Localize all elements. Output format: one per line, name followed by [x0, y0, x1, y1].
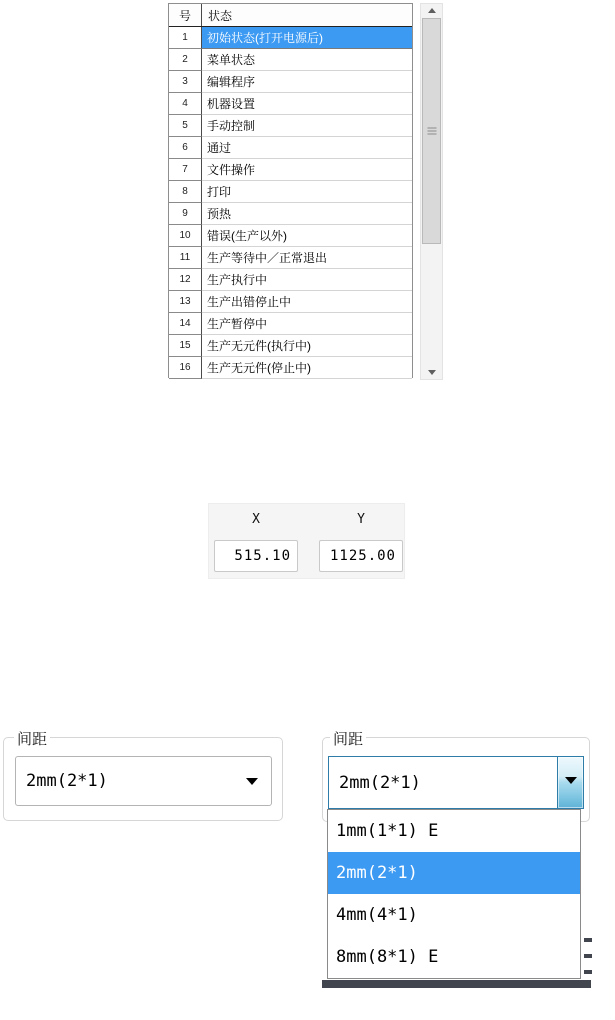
- coordinate-panel: [208, 503, 405, 579]
- row-number-cell: 6: [169, 137, 202, 159]
- row-status-cell: 预热: [202, 203, 412, 225]
- table-row[interactable]: [169, 247, 412, 269]
- dropdown-shadow-dash: [584, 970, 592, 974]
- row-number-cell: 13: [169, 291, 202, 313]
- table-row[interactable]: [169, 291, 412, 313]
- row-status-cell: 通过: [202, 137, 412, 159]
- row-number-cell: 15: [169, 335, 202, 357]
- dropdown-shadow: [322, 980, 591, 988]
- row-status-cell: 生产出错停止中: [202, 291, 412, 313]
- row-status-cell: 文件操作: [202, 159, 412, 181]
- header-number: 号: [169, 4, 202, 26]
- row-status-cell: 菜单状态: [202, 49, 412, 71]
- row-number-cell: 8: [169, 181, 202, 203]
- row-status-cell: 生产无元件(执行中): [202, 335, 412, 357]
- row-number-cell: 10: [169, 225, 202, 247]
- row-status-cell: 生产等待中／正常退出: [202, 247, 412, 269]
- table-row[interactable]: [169, 269, 412, 291]
- table-scrollbar[interactable]: [420, 3, 443, 380]
- row-status-cell: 生产暂停中: [202, 313, 412, 335]
- spacing-groupbox-closed: [3, 731, 283, 821]
- table-row[interactable]: [169, 357, 412, 379]
- dropdown-option[interactable]: 4mm(4*1): [328, 894, 580, 936]
- row-number-cell: 1: [169, 27, 202, 49]
- spacing-dropdown-open[interactable]: [328, 756, 584, 809]
- table-row[interactable]: [169, 27, 412, 49]
- row-status-cell: 初始状态(打开电源后): [202, 27, 412, 49]
- header-status: 状态: [208, 8, 233, 23]
- row-status-cell: 编辑程序: [202, 71, 412, 93]
- x-coordinate-field[interactable]: [214, 540, 298, 572]
- dropdown-option[interactable]: 8mm(8*1) E: [328, 936, 580, 978]
- dropdown-button[interactable]: [557, 757, 583, 808]
- row-status-cell: 错误(生产以外): [202, 225, 412, 247]
- x-axis-label: X: [252, 512, 260, 527]
- row-number-cell: 14: [169, 313, 202, 335]
- row-number-cell: 16: [169, 357, 202, 379]
- table-row[interactable]: [169, 181, 412, 203]
- chevron-down-icon: [565, 777, 577, 784]
- row-status-cell: 生产无元件(停止中): [202, 357, 412, 379]
- y-axis-label: Y: [357, 512, 365, 527]
- dropdown-shadow-dash: [584, 954, 592, 958]
- y-coordinate-field[interactable]: [319, 540, 403, 572]
- dropdown-option[interactable]: 1mm(1*1) E: [328, 810, 580, 852]
- spacing-dropdown-open-value: 2mm(2*1): [339, 772, 421, 793]
- row-number-cell: 2: [169, 49, 202, 71]
- table-row[interactable]: [169, 93, 412, 115]
- table-row[interactable]: [169, 335, 412, 357]
- spacing-dropdown-closed-value: 2mm(2*1): [26, 771, 108, 791]
- table-row[interactable]: [169, 115, 412, 137]
- table-row[interactable]: [169, 203, 412, 225]
- scroll-down-icon[interactable]: [428, 370, 436, 375]
- status-table-header: [169, 4, 412, 27]
- row-number-cell: 9: [169, 203, 202, 225]
- status-table: [168, 3, 413, 378]
- row-number-cell: 11: [169, 247, 202, 269]
- table-row[interactable]: [169, 137, 412, 159]
- row-number-cell: 3: [169, 71, 202, 93]
- table-row[interactable]: [169, 225, 412, 247]
- spacing-dropdown-closed[interactable]: [15, 756, 272, 806]
- row-status-cell: 手动控制: [202, 115, 412, 137]
- table-row[interactable]: [169, 49, 412, 71]
- spacing-option-list: [327, 809, 581, 979]
- spacing-groupbox-title: 间距: [330, 728, 366, 749]
- dropdown-option[interactable]: 2mm(2*1): [328, 852, 580, 894]
- row-number-cell: 7: [169, 159, 202, 181]
- scrollbar-grip-icon: [427, 128, 436, 135]
- row-status-cell: 打印: [202, 181, 412, 203]
- row-status-cell: 机器设置: [202, 93, 412, 115]
- row-status-cell: 生产执行中: [202, 269, 412, 291]
- table-row[interactable]: [169, 159, 412, 181]
- table-row[interactable]: [169, 313, 412, 335]
- spacing-groupbox-title: 间距: [14, 728, 50, 749]
- row-number-cell: 4: [169, 93, 202, 115]
- table-row[interactable]: [169, 71, 412, 93]
- chevron-down-icon: [246, 778, 258, 785]
- scroll-up-icon[interactable]: [428, 8, 436, 13]
- scrollbar-thumb[interactable]: [422, 18, 441, 244]
- status-table-body: [169, 27, 412, 379]
- dropdown-shadow-dash: [584, 938, 592, 942]
- row-number-cell: 12: [169, 269, 202, 291]
- row-number-cell: 5: [169, 115, 202, 137]
